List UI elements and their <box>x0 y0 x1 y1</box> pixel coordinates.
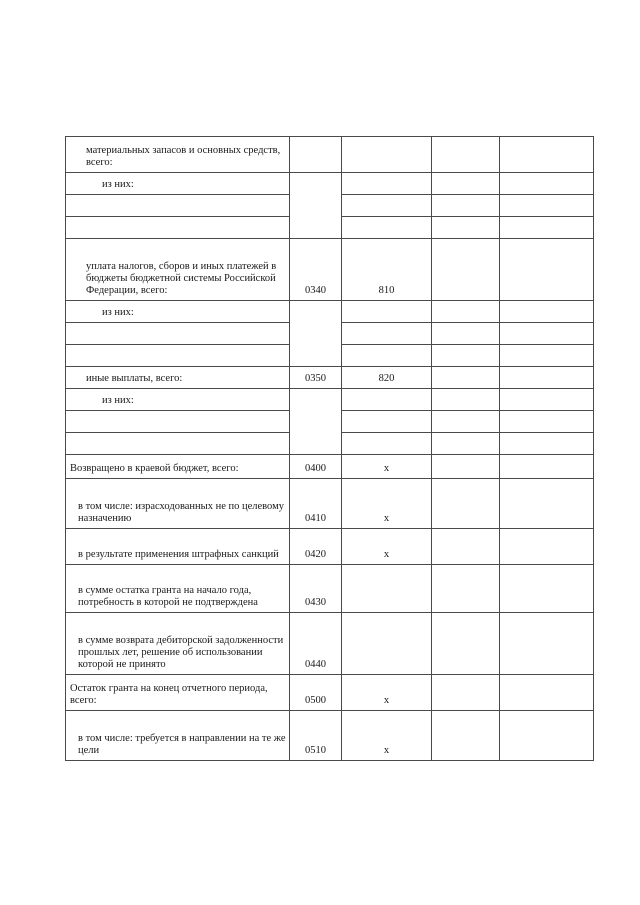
row-kbk <box>342 301 432 323</box>
amount-cell <box>500 323 594 345</box>
row-label: в результате применения штрафных санкций <box>66 529 290 565</box>
report-table <box>65 136 594 761</box>
row-label: в том числе: требуется в направлении на те же цели <box>66 711 290 761</box>
table-row <box>66 137 594 173</box>
row-code: 0500 <box>290 675 342 711</box>
amount-cell <box>500 675 594 711</box>
amount-cell <box>500 479 594 529</box>
amount-cell <box>432 217 500 239</box>
table-row <box>66 455 594 479</box>
row-kbk <box>342 217 432 239</box>
row-label <box>66 345 290 367</box>
amount-cell <box>500 529 594 565</box>
amount-cell <box>432 173 500 195</box>
amount-cell <box>432 675 500 711</box>
row-code: 0440 <box>290 613 342 675</box>
table-row <box>66 565 594 613</box>
row-kbk <box>342 195 432 217</box>
amount-cell <box>432 411 500 433</box>
amount-cell <box>432 565 500 613</box>
amount-cell <box>432 389 500 411</box>
amount-cell <box>500 455 594 479</box>
row-label: Остаток гранта на конец отчетного периода, всего: <box>66 675 290 711</box>
table-row <box>66 301 594 323</box>
row-code: 0510 <box>290 711 342 761</box>
row-label <box>66 433 290 455</box>
amount-cell <box>500 217 594 239</box>
row-code: 0400 <box>290 455 342 479</box>
row-label: Возвращено в краевой бюджет, всего: <box>66 455 290 479</box>
row-label: из них: <box>66 173 290 195</box>
table-row <box>66 675 594 711</box>
row-label <box>66 323 290 345</box>
amount-cell <box>500 367 594 389</box>
row-code <box>290 301 342 367</box>
table-row <box>66 389 594 411</box>
amount-cell <box>500 301 594 323</box>
table-row <box>66 367 594 389</box>
amount-cell <box>500 389 594 411</box>
row-kbk <box>342 613 432 675</box>
amount-cell <box>432 613 500 675</box>
row-kbk <box>342 433 432 455</box>
amount-cell <box>500 613 594 675</box>
amount-cell <box>432 711 500 761</box>
row-code <box>290 137 342 173</box>
row-code: 0350 <box>290 367 342 389</box>
row-label: в сумме возврата дебиторской задолженности прошлых лет, решение об использовании которой не принято <box>66 613 290 675</box>
row-kbk <box>342 345 432 367</box>
amount-cell <box>500 411 594 433</box>
amount-cell <box>432 345 500 367</box>
row-label: из них: <box>66 389 290 411</box>
row-label <box>66 217 290 239</box>
row-kbk <box>342 565 432 613</box>
row-kbk: x <box>342 455 432 479</box>
row-kbk: 810 <box>342 239 432 301</box>
row-code: 0410 <box>290 479 342 529</box>
row-code: 0340 <box>290 239 342 301</box>
row-label: в сумме остатка гранта на начало года, потребность в которой не подтверждена <box>66 565 290 613</box>
row-kbk: x <box>342 529 432 565</box>
amount-cell <box>500 195 594 217</box>
table-row <box>66 173 594 195</box>
row-label: уплата налогов, сборов и иных платежей в бюджеты бюджетной системы Российской Федерации, всего: <box>66 239 290 301</box>
row-kbk <box>342 323 432 345</box>
row-code <box>290 389 342 455</box>
table-row <box>66 239 594 301</box>
table-row <box>66 711 594 761</box>
row-kbk <box>342 173 432 195</box>
row-label <box>66 411 290 433</box>
row-label: из них: <box>66 301 290 323</box>
amount-cell <box>432 479 500 529</box>
amount-cell <box>500 433 594 455</box>
row-kbk: x <box>342 675 432 711</box>
amount-cell <box>432 367 500 389</box>
amount-cell <box>432 195 500 217</box>
table-row <box>66 613 594 675</box>
amount-cell <box>432 239 500 301</box>
amount-cell <box>432 455 500 479</box>
row-kbk <box>342 389 432 411</box>
amount-cell <box>500 239 594 301</box>
amount-cell <box>500 345 594 367</box>
amount-cell <box>432 433 500 455</box>
amount-cell <box>500 565 594 613</box>
amount-cell <box>500 711 594 761</box>
row-label: иные выплаты, всего: <box>66 367 290 389</box>
row-kbk <box>342 411 432 433</box>
row-label <box>66 195 290 217</box>
amount-cell <box>432 137 500 173</box>
row-label: в том числе: израсходованных не по целевому назначению <box>66 479 290 529</box>
row-label: материальных запасов и основных средств, всего: <box>66 137 290 173</box>
amount-cell <box>432 323 500 345</box>
row-kbk: x <box>342 479 432 529</box>
table-row <box>66 529 594 565</box>
amount-cell <box>432 529 500 565</box>
row-kbk <box>342 137 432 173</box>
amount-cell <box>500 173 594 195</box>
amount-cell <box>432 301 500 323</box>
amount-cell <box>500 137 594 173</box>
row-code <box>290 173 342 239</box>
row-code: 0420 <box>290 529 342 565</box>
row-kbk: x <box>342 711 432 761</box>
row-code: 0430 <box>290 565 342 613</box>
row-kbk: 820 <box>342 367 432 389</box>
table-row <box>66 479 594 529</box>
